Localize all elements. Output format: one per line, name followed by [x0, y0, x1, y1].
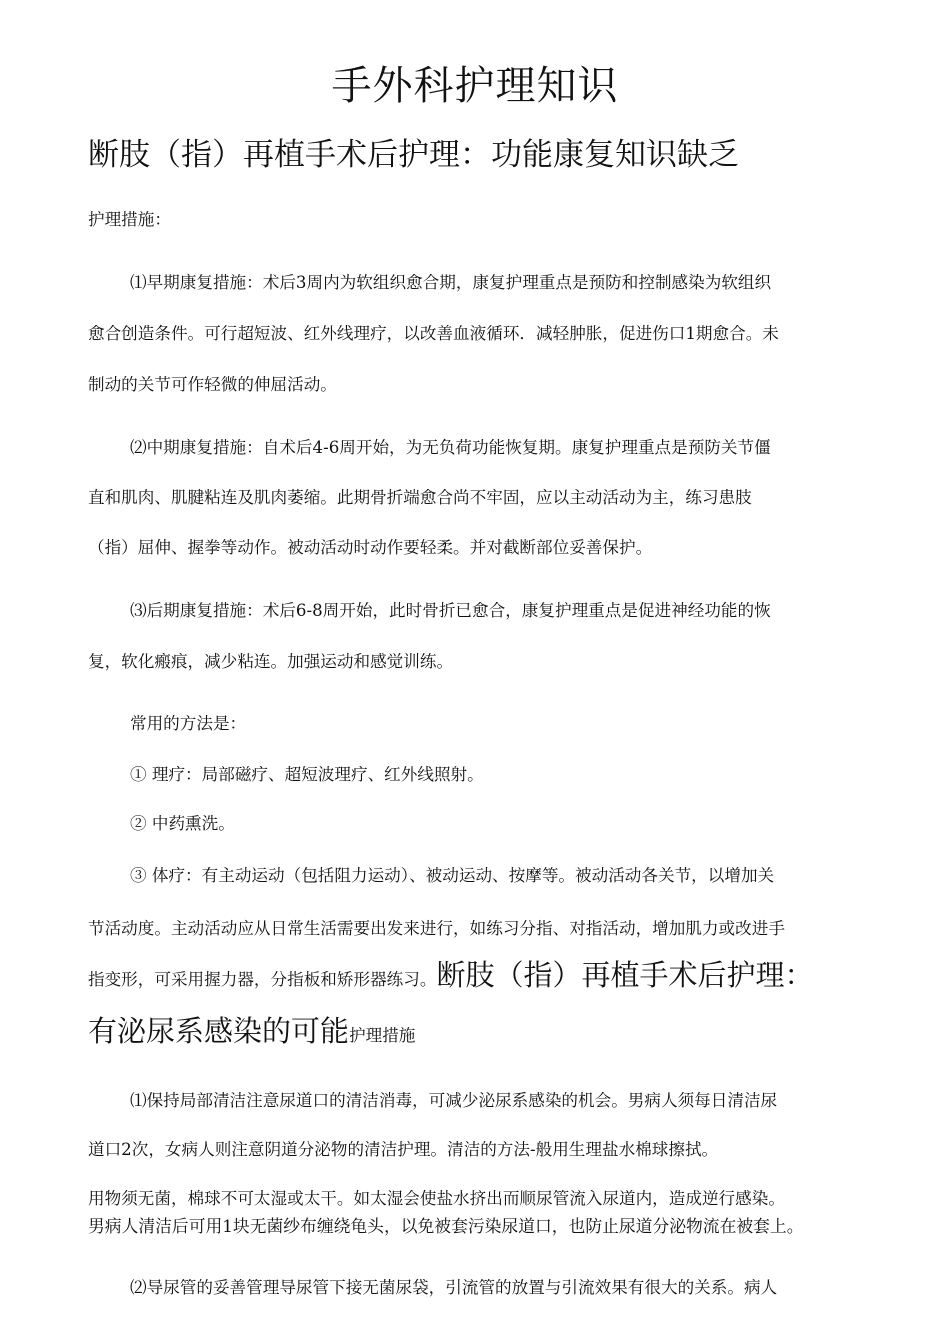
- paragraph-line: ⑴保持局部清洁注意尿道口的清洁消毒，可减少泌尿系感染的机会。男病人须每日清洁尿: [130, 1091, 778, 1110]
- section2-heading-part1: 断肢（指）再植手术后护理：: [436, 958, 814, 992]
- paragraph-line: 复，软化瘢痕，减少粘连。加强运动和感觉训练。: [88, 652, 454, 671]
- paragraph-line: （指）屈伸、握拳等动作。被动活动时动作要轻柔。并对截断部位妥善保护。: [88, 538, 653, 557]
- section1-label: 护理措施：: [88, 210, 171, 229]
- method-item: ③ 体疗：有主动运动（包括阻力运动）、被动运动、按摩等。被动活动各关节，以增加关: [130, 866, 775, 885]
- paragraph-line: 直和肌肉、肌腱粘连及肌肉萎缩。此期骨折端愈合尚不牢固，应以主动活动为主，练习患肢: [88, 488, 752, 507]
- paragraph-line: 愈合创造条件。可行超短波、红外线理疗，以改善血液循环．减轻肿胀，促进伤口1期愈合。未: [88, 324, 779, 343]
- section2-heading-part2: 有泌尿系感染的可能: [88, 1014, 350, 1048]
- paragraph-line: ⑶后期康复措施：术后6-8周开始，此时骨折已愈合，康复护理重点是促进神经功能的恢: [130, 601, 771, 620]
- method-item: ② 中药熏洗。: [130, 814, 235, 833]
- paragraph-line: 道口2次，女病人则注意阴道分泌物的清洁护理。清洁的方法-般用生理盐水棉球擦拭。: [88, 1140, 719, 1159]
- paragraph-line: 男病人清洁后可用1块无菌纱布缠绕龟头，以免被套污染尿道口，也防止尿道分泌物流在被套上。: [88, 1216, 804, 1236]
- mixed-line: [88, 955, 813, 1000]
- paragraph-line: 制动的关节可作轻微的伸屈活动。: [88, 375, 337, 394]
- paragraph-line: 指变形，可采用握力器，分指板和矫形器练习。: [88, 970, 437, 989]
- methods-label: 常用的方法是：: [130, 714, 247, 733]
- method-item: ① 理疗：局部磁疗、超短波理疗、红外线照射。: [130, 765, 484, 784]
- paragraph-line: ⑵导尿管的妥善管理导尿管下接无菌尿袋，引流管的放置与引流效果有很大的关系。病人: [130, 1278, 778, 1297]
- paragraph-line: 节活动度。主动活动应从日常生活需要出发来进行，如练习分指、对指活动，增加肌力或改进手: [88, 919, 785, 938]
- paragraph-line: ⑴早期康复措施：术后3周内为软组织愈合期，康复护理重点是预防和控制感染为软组织: [130, 273, 772, 292]
- section2-label: 护理措施: [349, 1026, 416, 1045]
- paragraph-line: ⑵中期康复措施：自术后4-6周开始，为无负荷功能恢复期。康复护理重点是预防关节僵: [130, 438, 771, 457]
- mixed-line: [88, 1010, 415, 1057]
- document-title: 手外科护理知识: [331, 63, 619, 109]
- paragraph-line: 用物须无菌，棉球不可太湿或太干。如太湿会使盐水挤出而顺尿管流入尿道内，造成逆行感染。: [88, 1189, 785, 1208]
- section1-heading: 断肢（指）再植手术后护理：功能康复知识缺乏: [88, 137, 739, 173]
